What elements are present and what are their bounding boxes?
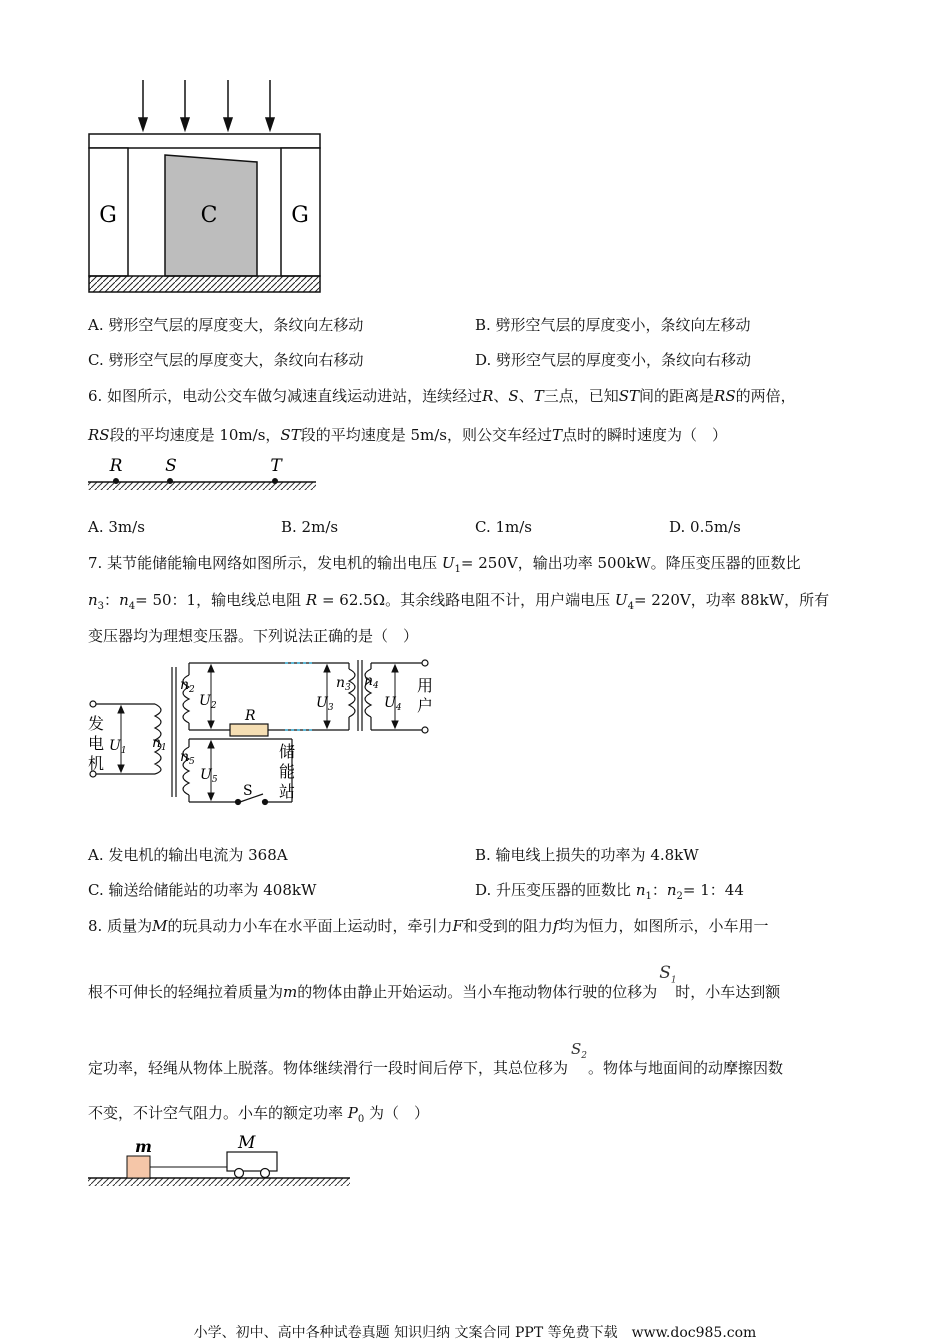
q8-line-4: 不变，不计空气阻力。小车的额定功率 $P_0$ 为（ ） (88, 1104, 430, 1125)
figure-q5-interference (85, 72, 330, 297)
point-t-label: T (270, 456, 282, 476)
label-c: C (200, 203, 218, 228)
label-user-2: 户 (417, 696, 434, 715)
q8-line-2: 根不可伸长的轻绳拉着质量为m的物体由静止开始运动。当小车拖动物体行驶的位移为 $S_1$ 时，小车达到额 (88, 963, 781, 1001)
q6-option-a: A. 3m/s (88, 518, 145, 536)
q7-line-1: 7. 某节能储能输电网络如图所示，发电机的输出电压 $U_1= 250V$，输出功率 500kW。降压变压器的匝数比 (88, 554, 801, 575)
point-s-label: S (165, 456, 177, 476)
q6-line-2: RS段的平均速度是 10m/s，ST段的平均速度是 5m/s，则公交车经过T点时的瞬时速度为（ ） (88, 426, 728, 444)
label-generator-2: 电 (88, 734, 105, 753)
label-u2: $U_2$ (199, 693, 217, 711)
label-n5: $n_5$ (180, 749, 195, 767)
label-u1: $U_1$ (109, 738, 127, 756)
q5-option-a: A. 劈形空气层的厚度变大，条纹向左移动 (88, 316, 364, 334)
label-M: M (238, 1133, 256, 1153)
figure-q6-road (85, 452, 325, 497)
label-generator-3: 机 (88, 754, 105, 773)
label-storage-3: 站 (279, 782, 296, 801)
q7-option-c: C. 输送给储能站的功率为 408kW (88, 881, 317, 899)
label-switch-s: S (243, 783, 253, 799)
q5-option-d: D. 劈形空气层的厚度变小，条纹向右移动 (475, 351, 752, 369)
label-n2: $n_2$ (180, 677, 195, 695)
figure-q7-circuit (85, 655, 440, 815)
label-n1: $n_1$ (152, 735, 167, 753)
label-g-right: G (291, 203, 309, 228)
q7-option-a: A. 发电机的输出电流为 368A (88, 846, 288, 864)
q5-option-b: B. 劈形空气层的厚度变小，条纹向左移动 (475, 316, 751, 334)
q7-option-b: B. 输电线上损失的功率为 4.8kW (475, 846, 699, 864)
label-generator-1: 发 (88, 714, 105, 733)
figure-q8-cart (85, 1130, 355, 1190)
label-n4: $n_4$ (364, 673, 379, 691)
label-u4: $U_4$ (384, 695, 402, 713)
label-g-left: G (99, 203, 117, 228)
q8-line-1: 8. 质量为M的玩具动力小车在水平面上运动时，牵引力F和受到的阻力f均为恒力，如图所示，小车用一 (88, 917, 769, 935)
label-n3: $n_3$ (336, 675, 351, 693)
q8-line-3: 定功率，轻绳从物体上脱落。物体继续滑行一段时间后停下，其总位移为 $S_2$ 。物体与地面间的动摩擦因数 (88, 1040, 784, 1077)
page-footer: 小学、初中、高中各种试卷真题 知识归纳 文案合同 PPT 等免费下载 www.doc985.com (193, 1325, 757, 1341)
point-r-label: R (109, 456, 123, 476)
q7-option-d: D. 升压变压器的匝数比 $n_1$：$n_2= 1$：44 (475, 881, 744, 902)
q6-option-c: C. 1m/s (475, 518, 532, 536)
label-user-1: 用 (417, 676, 434, 695)
q6-line-1: 6. 如图所示，电动公交车做匀减速直线运动进站，连续经过R、S、T三点，已知ST间的距离是RS的两倍， (88, 387, 796, 405)
label-u3: $U_3$ (316, 695, 334, 713)
q6-option-b: B. 2m/s (281, 518, 339, 536)
label-u5: $U_5$ (200, 767, 218, 785)
q7-line-3: 变压器均为理想变压器。下列说法正确的是（ ） (88, 627, 419, 645)
q7-line-2: $n_3$：$n_4= 50$：1，输电线总电阻 R = 62.5Ω。其余线路电阻不计，用户端电压 $U_4= 220V$，功率 88kW，所有 (88, 591, 830, 612)
q6-option-d: D. 0.5m/s (669, 518, 741, 536)
label-storage-2: 能 (279, 762, 296, 781)
label-storage-1: 储 (279, 742, 296, 761)
q5-option-c: C. 劈形空气层的厚度变大，条纹向右移动 (88, 351, 364, 369)
label-r: R (245, 708, 256, 724)
label-m: m (135, 1137, 152, 1156)
